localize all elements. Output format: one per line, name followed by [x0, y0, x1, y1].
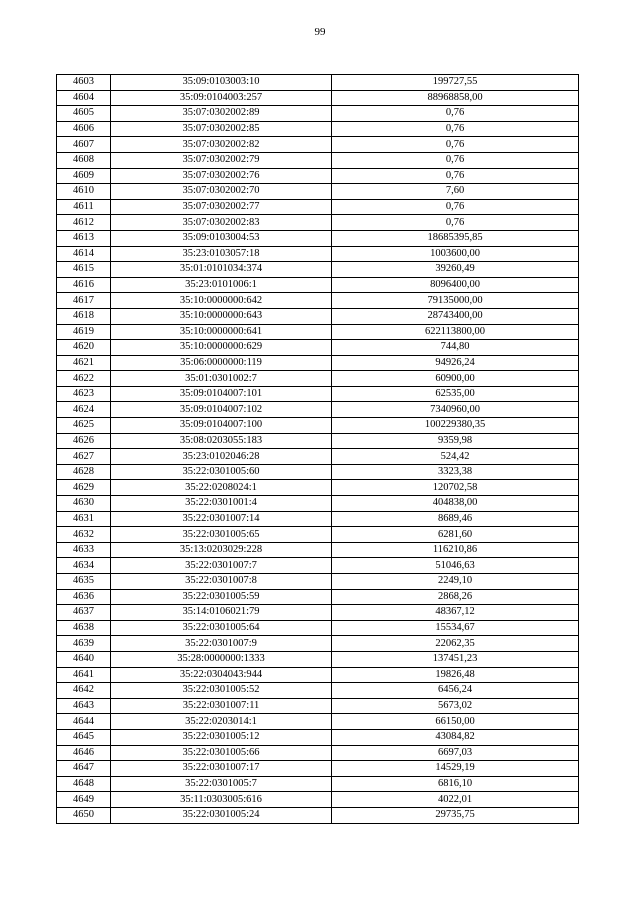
row-number-cell: 4608 — [57, 152, 111, 168]
cadastral-number-cell: 35:10:0000000:629 — [111, 340, 332, 356]
value-cell: 0,76 — [332, 152, 579, 168]
table-row — [57, 418, 579, 434]
value-cell: 0,76 — [332, 106, 579, 122]
cadastral-number-cell: 35:22:0208024:1 — [111, 480, 332, 496]
table-row — [57, 527, 579, 543]
value-cell: 100229380,35 — [332, 418, 579, 434]
cadastral-number-cell: 35:22:0301007:14 — [111, 511, 332, 527]
row-number-cell: 4607 — [57, 137, 111, 153]
cadastral-number-cell: 35:23:0102046:28 — [111, 449, 332, 465]
cadastral-number-cell: 35:08:0203055:183 — [111, 433, 332, 449]
table-row — [57, 761, 579, 777]
value-cell: 744,80 — [332, 340, 579, 356]
row-number-cell: 4646 — [57, 745, 111, 761]
row-number-cell: 4611 — [57, 199, 111, 215]
row-number-cell: 4628 — [57, 464, 111, 480]
cadastral-number-cell: 35:10:0000000:642 — [111, 293, 332, 309]
cadastral-number-cell: 35:22:0301005:65 — [111, 527, 332, 543]
row-number-cell: 4642 — [57, 683, 111, 699]
cadastral-number-cell: 35:14:0106021:79 — [111, 605, 332, 621]
table-row — [57, 277, 579, 293]
row-number-cell: 4604 — [57, 90, 111, 106]
table-row — [57, 340, 579, 356]
row-number-cell: 4632 — [57, 527, 111, 543]
value-cell: 4022,01 — [332, 792, 579, 808]
row-number-cell: 4644 — [57, 714, 111, 730]
value-cell: 5673,02 — [332, 698, 579, 714]
cadastral-number-cell: 35:07:0302002:85 — [111, 121, 332, 137]
cadastral-number-cell: 35:01:0101034:374 — [111, 262, 332, 278]
value-cell: 8689,46 — [332, 511, 579, 527]
cadastral-number-cell: 35:10:0000000:643 — [111, 308, 332, 324]
cadastral-number-cell: 35:13:0203029:228 — [111, 542, 332, 558]
cadastral-number-cell: 35:22:0301005:7 — [111, 776, 332, 792]
value-cell: 51046,63 — [332, 558, 579, 574]
value-cell: 28743400,00 — [332, 308, 579, 324]
table-row — [57, 651, 579, 667]
cadastral-number-cell: 35:06:0000000:119 — [111, 355, 332, 371]
cadastral-number-cell: 35:07:0302002:79 — [111, 152, 332, 168]
value-cell: 29735,75 — [332, 807, 579, 823]
table-row — [57, 496, 579, 512]
value-cell: 22062,35 — [332, 636, 579, 652]
cadastral-number-cell: 35:22:0301007:8 — [111, 574, 332, 590]
cadastral-number-cell: 35:22:0301001:4 — [111, 496, 332, 512]
row-number-cell: 4627 — [57, 449, 111, 465]
value-cell: 120702,58 — [332, 480, 579, 496]
value-cell: 94926,24 — [332, 355, 579, 371]
row-number-cell: 4636 — [57, 589, 111, 605]
table-row — [57, 355, 579, 371]
table-row — [57, 184, 579, 200]
cadastral-number-cell: 35:09:0104007:102 — [111, 402, 332, 418]
value-cell: 199727,55 — [332, 75, 579, 91]
table-row — [57, 168, 579, 184]
row-number-cell: 4612 — [57, 215, 111, 231]
table-row — [57, 698, 579, 714]
cadastral-number-cell: 35:07:0302002:82 — [111, 137, 332, 153]
table-row — [57, 776, 579, 792]
value-cell: 79135000,00 — [332, 293, 579, 309]
row-number-cell: 4648 — [57, 776, 111, 792]
table-row — [57, 792, 579, 808]
cadastral-number-cell: 35:07:0302002:77 — [111, 199, 332, 215]
table-row — [57, 714, 579, 730]
cadastral-number-cell: 35:22:0301005:60 — [111, 464, 332, 480]
row-number-cell: 4622 — [57, 371, 111, 387]
row-number-cell: 4623 — [57, 386, 111, 402]
cadastral-value-table — [56, 74, 579, 824]
table-row — [57, 636, 579, 652]
row-number-cell: 4640 — [57, 651, 111, 667]
value-cell: 15534,67 — [332, 620, 579, 636]
table-row — [57, 464, 579, 480]
row-number-cell: 4639 — [57, 636, 111, 652]
table-row — [57, 230, 579, 246]
row-number-cell: 4620 — [57, 340, 111, 356]
table-row — [57, 480, 579, 496]
row-number-cell: 4614 — [57, 246, 111, 262]
cadastral-number-cell: 35:07:0302002:70 — [111, 184, 332, 200]
value-cell: 0,76 — [332, 121, 579, 137]
cadastral-number-cell: 35:22:0301005:12 — [111, 729, 332, 745]
value-cell: 0,76 — [332, 168, 579, 184]
value-cell: 6281,60 — [332, 527, 579, 543]
cadastral-number-cell: 35:28:0000000:1333 — [111, 651, 332, 667]
table-row — [57, 605, 579, 621]
value-cell: 6456,24 — [332, 683, 579, 699]
cadastral-number-cell: 35:07:0302002:76 — [111, 168, 332, 184]
value-cell: 9359,98 — [332, 433, 579, 449]
table-row — [57, 152, 579, 168]
table-row — [57, 262, 579, 278]
cadastral-number-cell: 35:07:0302002:89 — [111, 106, 332, 122]
table-row — [57, 215, 579, 231]
table-row — [57, 386, 579, 402]
cadastral-number-cell: 35:09:0104003:257 — [111, 90, 332, 106]
value-cell: 7340960,00 — [332, 402, 579, 418]
value-cell: 88968858,00 — [332, 90, 579, 106]
row-number-cell: 4606 — [57, 121, 111, 137]
cadastral-number-cell: 35:09:0104007:100 — [111, 418, 332, 434]
value-cell: 6697,03 — [332, 745, 579, 761]
row-number-cell: 4624 — [57, 402, 111, 418]
row-number-cell: 4617 — [57, 293, 111, 309]
value-cell: 0,76 — [332, 199, 579, 215]
table-row — [57, 807, 579, 823]
table-row — [57, 589, 579, 605]
row-number-cell: 4616 — [57, 277, 111, 293]
row-number-cell: 4631 — [57, 511, 111, 527]
cadastral-number-cell: 35:22:0301005:24 — [111, 807, 332, 823]
row-number-cell: 4626 — [57, 433, 111, 449]
value-cell: 524,42 — [332, 449, 579, 465]
table-row — [57, 106, 579, 122]
table-row — [57, 308, 579, 324]
row-number-cell: 4637 — [57, 605, 111, 621]
row-number-cell: 4643 — [57, 698, 111, 714]
table-row — [57, 137, 579, 153]
cadastral-number-cell: 35:10:0000000:641 — [111, 324, 332, 340]
row-number-cell: 4625 — [57, 418, 111, 434]
cadastral-number-cell: 35:09:0104007:101 — [111, 386, 332, 402]
cadastral-number-cell: 35:09:0103003:10 — [111, 75, 332, 91]
row-number-cell: 4615 — [57, 262, 111, 278]
table-row — [57, 402, 579, 418]
row-number-cell: 4621 — [57, 355, 111, 371]
row-number-cell: 4633 — [57, 542, 111, 558]
value-cell: 2249,10 — [332, 574, 579, 590]
row-number-cell: 4610 — [57, 184, 111, 200]
value-cell: 19826,48 — [332, 667, 579, 683]
cadastral-number-cell: 35:22:0301007:11 — [111, 698, 332, 714]
table-row — [57, 324, 579, 340]
cadastral-number-cell: 35:22:0203014:1 — [111, 714, 332, 730]
table-row — [57, 75, 579, 91]
value-cell: 622113800,00 — [332, 324, 579, 340]
cadastral-number-cell: 35:23:0103057:18 — [111, 246, 332, 262]
table-row — [57, 542, 579, 558]
page-number: 99 — [314, 26, 326, 38]
row-number-cell: 4609 — [57, 168, 111, 184]
value-cell: 2868,26 — [332, 589, 579, 605]
table-body — [57, 75, 579, 824]
row-number-cell: 4619 — [57, 324, 111, 340]
row-number-cell: 4641 — [57, 667, 111, 683]
table-row — [57, 511, 579, 527]
cadastral-number-cell: 35:22:0301005:59 — [111, 589, 332, 605]
row-number-cell: 4638 — [57, 620, 111, 636]
value-cell: 62535,00 — [332, 386, 579, 402]
cadastral-number-cell: 35:22:0301005:64 — [111, 620, 332, 636]
value-cell: 0,76 — [332, 215, 579, 231]
row-number-cell: 4629 — [57, 480, 111, 496]
row-number-cell: 4603 — [57, 75, 111, 91]
table-row — [57, 620, 579, 636]
value-cell: 39260,49 — [332, 262, 579, 278]
cadastral-number-cell: 35:22:0301007:7 — [111, 558, 332, 574]
cadastral-number-cell: 35:07:0302002:83 — [111, 215, 332, 231]
table-row — [57, 449, 579, 465]
cadastral-number-cell: 35:22:0304043:944 — [111, 667, 332, 683]
table-row — [57, 745, 579, 761]
cadastral-number-cell: 35:23:0101006:1 — [111, 277, 332, 293]
value-cell: 8096400,00 — [332, 277, 579, 293]
cadastral-number-cell: 35:22:0301007:9 — [111, 636, 332, 652]
cadastral-number-cell: 35:22:0301005:52 — [111, 683, 332, 699]
row-number-cell: 4613 — [57, 230, 111, 246]
value-cell: 0,76 — [332, 137, 579, 153]
cadastral-number-cell: 35:22:0301007:17 — [111, 761, 332, 777]
table-row — [57, 293, 579, 309]
value-cell: 137451,23 — [332, 651, 579, 667]
value-cell: 6816,10 — [332, 776, 579, 792]
value-cell: 404838,00 — [332, 496, 579, 512]
table-row — [57, 371, 579, 387]
row-number-cell: 4649 — [57, 792, 111, 808]
cadastral-number-cell: 35:09:0103004:53 — [111, 230, 332, 246]
table-row — [57, 246, 579, 262]
value-cell: 1003600,00 — [332, 246, 579, 262]
cadastral-number-cell: 35:22:0301005:66 — [111, 745, 332, 761]
table-row — [57, 667, 579, 683]
value-cell: 43084,82 — [332, 729, 579, 745]
value-cell: 60900,00 — [332, 371, 579, 387]
value-cell: 14529,19 — [332, 761, 579, 777]
table-row — [57, 90, 579, 106]
row-number-cell: 4635 — [57, 574, 111, 590]
value-cell: 66150,00 — [332, 714, 579, 730]
value-cell: 116210,86 — [332, 542, 579, 558]
row-number-cell: 4630 — [57, 496, 111, 512]
table-row — [57, 683, 579, 699]
row-number-cell: 4618 — [57, 308, 111, 324]
value-cell: 48367,12 — [332, 605, 579, 621]
table-row — [57, 558, 579, 574]
cadastral-number-cell: 35:11:0303005:616 — [111, 792, 332, 808]
row-number-cell: 4634 — [57, 558, 111, 574]
value-cell: 7,60 — [332, 184, 579, 200]
row-number-cell: 4647 — [57, 761, 111, 777]
table-row — [57, 121, 579, 137]
table-row — [57, 574, 579, 590]
value-cell: 3323,38 — [332, 464, 579, 480]
table-row — [57, 729, 579, 745]
table-row — [57, 433, 579, 449]
cadastral-number-cell: 35:01:0301002:7 — [111, 371, 332, 387]
row-number-cell: 4650 — [57, 807, 111, 823]
row-number-cell: 4605 — [57, 106, 111, 122]
row-number-cell: 4645 — [57, 729, 111, 745]
value-cell: 18685395,85 — [332, 230, 579, 246]
table-row — [57, 199, 579, 215]
